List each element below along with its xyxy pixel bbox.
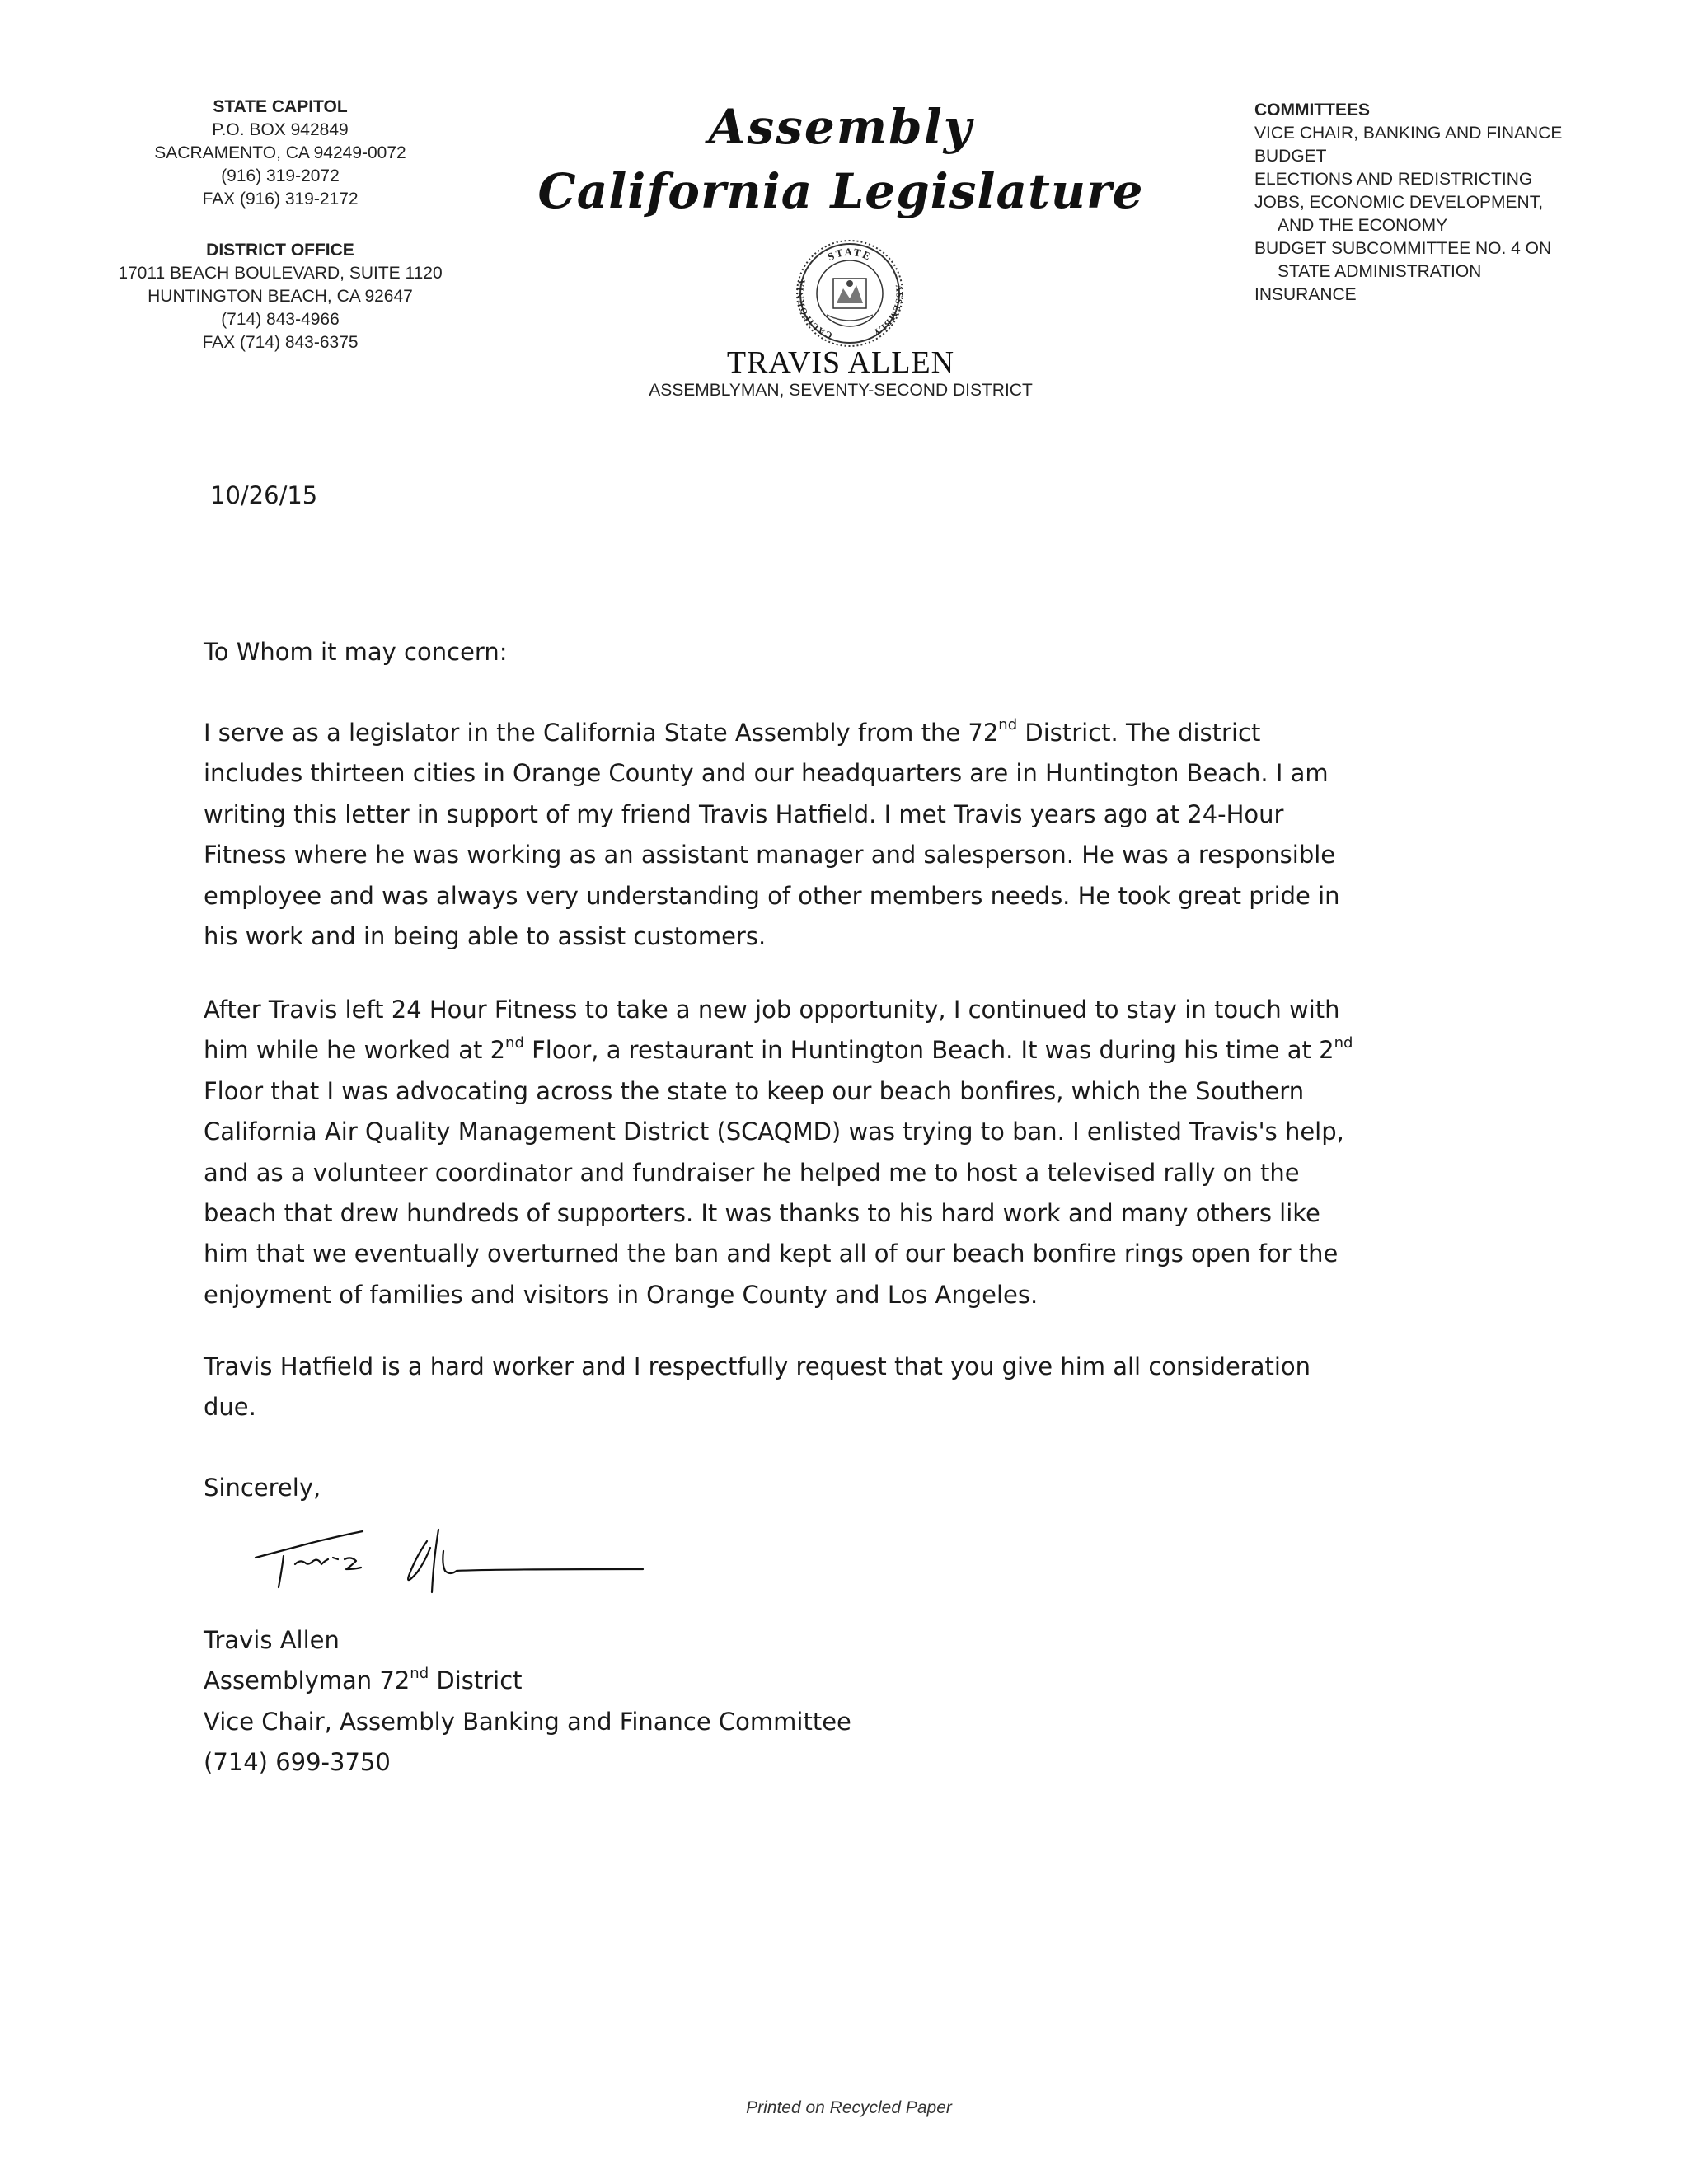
legislature-title: California Legislature bbox=[537, 163, 1144, 219]
p2-line2-a: him while he worked at 2 bbox=[204, 1036, 506, 1065]
committee-item: AND THE ECONOMY bbox=[1278, 216, 1448, 235]
committee-item: BUDGET bbox=[1254, 147, 1327, 166]
signer-title-sup: nd bbox=[410, 1664, 429, 1682]
p2-line1: After Travis left 24 Hour Fitness to take a new job opportunity, I continued to stay in touch with bbox=[204, 996, 1340, 1024]
seal-right-text: ASSEMBLY bbox=[870, 284, 904, 338]
paragraph-2 bbox=[204, 990, 1353, 1315]
committee-item: INSURANCE bbox=[1254, 285, 1357, 304]
committee-item: STATE ADMINISTRATION bbox=[1278, 262, 1482, 281]
member-name: TRAVIS ALLEN bbox=[726, 345, 955, 380]
p2-line2-sup1: nd bbox=[505, 1033, 524, 1052]
signer-phone: (714) 699-3750 bbox=[204, 1748, 391, 1777]
p2-line3: Floor that I was advocating across the state to keep our beach bonfires, which the Southern bbox=[204, 1076, 1305, 1105]
district-office-heading: DISTRICT OFFICE bbox=[206, 241, 354, 260]
p1-line6: his work and in being able to assist customers. bbox=[204, 922, 767, 951]
p2-line5: and as a volunteer coordinator and fundraiser he helped me to host a televised rally on the bbox=[204, 1158, 1300, 1187]
seal-left-text: CALIFORNIA bbox=[795, 278, 834, 340]
signer-role: Vice Chair, Assembly Banking and Finance Committee bbox=[204, 1707, 851, 1736]
p2-line7: him that we eventually overturned the ban and kept all of our beach bonfire rings open for the bbox=[204, 1240, 1339, 1268]
letter-date: 10/26/15 bbox=[210, 481, 318, 509]
seal-top-text: STATE bbox=[825, 245, 874, 264]
district-street: 17011 BEACH BOULEVARD, SUITE 1120 bbox=[118, 264, 443, 283]
committee-item: JOBS, ECONOMIC DEVELOPMENT, bbox=[1254, 193, 1544, 212]
capitol-city: SACRAMENTO, CA 94249-0072 bbox=[154, 143, 406, 162]
paragraph-3 bbox=[204, 1347, 1311, 1428]
signer-title-b: District bbox=[429, 1666, 523, 1695]
signer-title-a: Assemblyman 72 bbox=[204, 1666, 410, 1695]
signer-name: Travis Allen bbox=[204, 1626, 340, 1654]
handwritten-signature bbox=[247, 1510, 659, 1617]
p2-line4: California Air Quality Management District (SCAQMD) was trying to ban. I enlisted Travis's help, bbox=[204, 1118, 1344, 1146]
capitol-po-box: P.O. BOX 942849 bbox=[212, 120, 349, 139]
district-city: HUNTINGTON BEACH, CA 92647 bbox=[148, 287, 413, 306]
committee-item: BUDGET SUBCOMMITTEE NO. 4 ON bbox=[1254, 239, 1552, 258]
capitol-phone: (916) 319-2072 bbox=[221, 166, 340, 185]
closing: Sincerely, bbox=[204, 1474, 321, 1502]
committees-list bbox=[1254, 99, 1683, 307]
member-title: ASSEMBLYMAN, SEVENTY-SECOND DISTRICT bbox=[649, 381, 1033, 400]
p3-line1: Travis Hatfield is a hard worker and I respectfully request that you give him all consideration bbox=[204, 1352, 1311, 1380]
committee-item: ELECTIONS AND REDISTRICTING bbox=[1254, 170, 1533, 189]
p1-line1-b: District. The district bbox=[1017, 719, 1261, 747]
p3-line2: due. bbox=[204, 1393, 256, 1422]
district-office-address bbox=[91, 239, 470, 354]
p2-line8: enjoyment of families and visitors in Orange County and Los Angeles. bbox=[204, 1280, 1039, 1309]
p1-line1-a: I serve as a legislator in the California State Assembly from the 72 bbox=[204, 719, 999, 747]
committees-heading: COMMITTEES bbox=[1254, 101, 1370, 120]
salutation: To Whom it may concern: bbox=[204, 638, 508, 666]
assembly-title: Assembly bbox=[708, 99, 973, 155]
p2-line6: beach that drew hundreds of supporters. It was thanks to his hard work and many others like bbox=[204, 1199, 1320, 1228]
capitol-fax: FAX (916) 319-2172 bbox=[202, 190, 359, 209]
state-capitol-heading: STATE CAPITOL bbox=[213, 97, 348, 116]
p1-line5: employee and was always very understanding of other members needs. He took great pride in bbox=[204, 881, 1340, 910]
p1-line3: writing this letter in support of my friend Travis Hatfield. I met Travis years ago at 24-Hour bbox=[204, 799, 1284, 828]
p1-line2: includes thirteen cities in Orange County and our headquarters are in Huntington Beach. I am bbox=[204, 759, 1329, 788]
assembly-seal-icon bbox=[794, 237, 906, 349]
state-capitol-address bbox=[99, 96, 462, 211]
recycled-paper-footer: Printed on Recycled Paper bbox=[746, 2098, 952, 2117]
svg-text:CALIFORNIA bbox=[795, 278, 833, 340]
committee-item: VICE CHAIR, BANKING AND FINANCE bbox=[1254, 124, 1563, 143]
district-phone: (714) 843-4966 bbox=[221, 310, 340, 329]
p1-line4: Fitness where he was working as an assistant manager and salesperson. He was a responsible bbox=[204, 841, 1336, 869]
district-fax: FAX (714) 843-6375 bbox=[202, 333, 359, 352]
p2-line2-sup2: nd bbox=[1334, 1033, 1353, 1052]
paragraph-1 bbox=[204, 713, 1340, 957]
signature-block bbox=[204, 1620, 851, 1783]
p1-line1-sup: nd bbox=[998, 716, 1018, 734]
p2-line2-b: Floor, a restaurant in Huntington Beach. It was during his time at 2 bbox=[523, 1036, 1334, 1065]
